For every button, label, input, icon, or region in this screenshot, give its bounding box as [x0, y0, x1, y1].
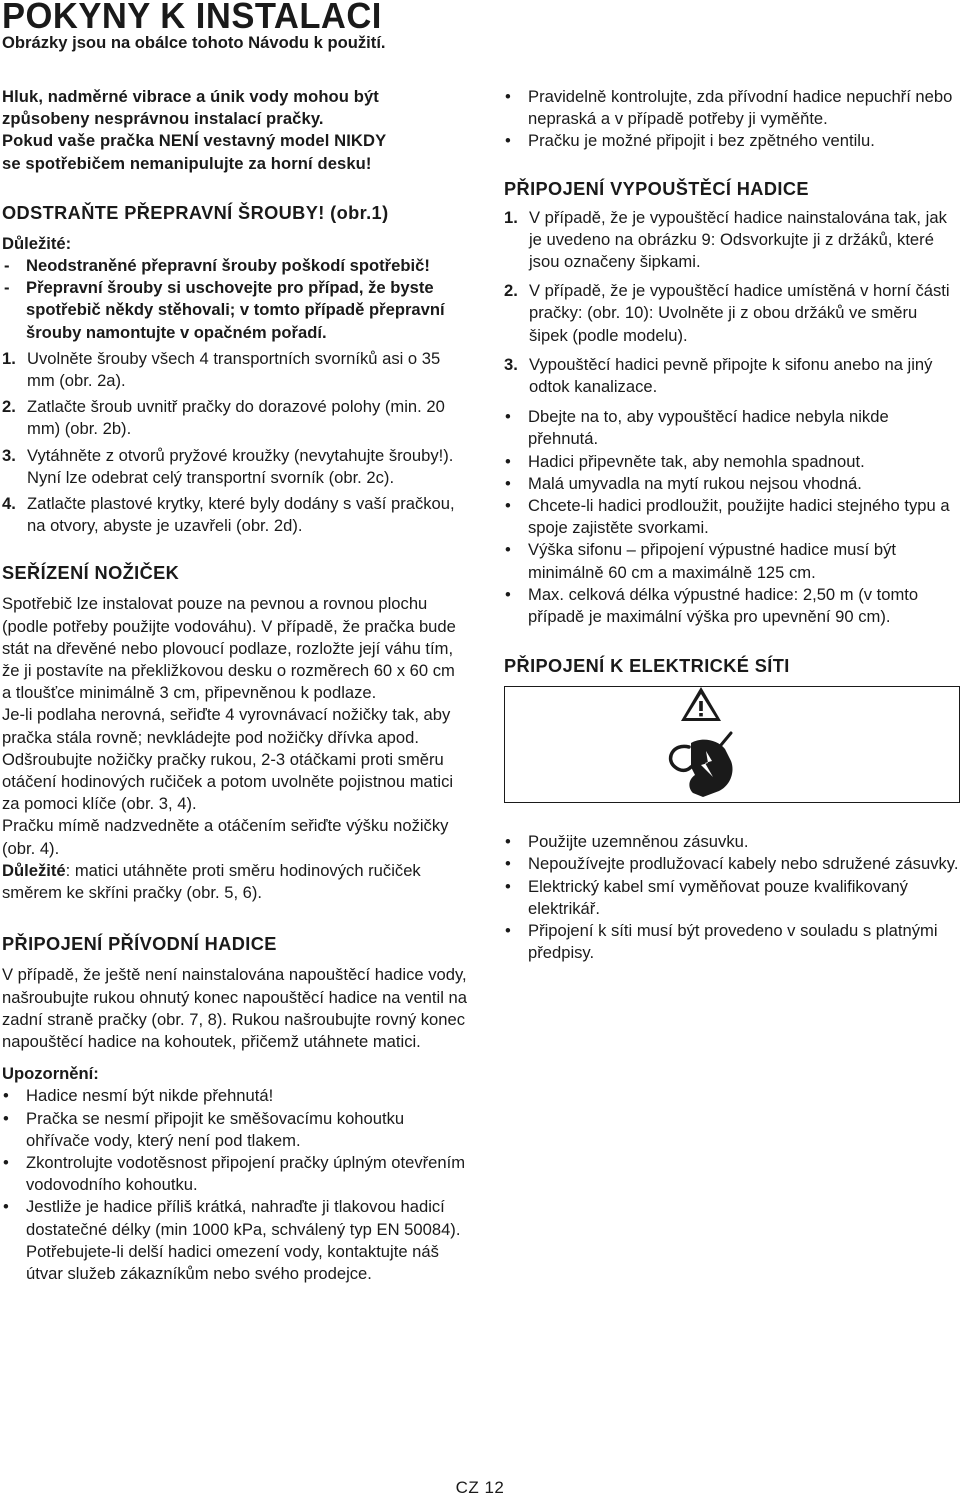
tip-item: • Malá umyvadla na mytí rukou nejsou vhodná. — [504, 473, 960, 495]
step-item — [2, 348, 468, 392]
intro-warning — [2, 86, 468, 175]
important-list — [2, 255, 468, 344]
leveling-important — [2, 860, 468, 904]
tip-item: • Max. celková délka výpustné hadice: 2,50 m (v tomto případě je maximální výška pro upevnění 90 cm). — [504, 584, 960, 628]
leveling-heading: SEŘÍZENÍ NOŽIČEK — [2, 563, 180, 584]
intro-line: Pokud vaše pračka NENÍ vestavný model NIKDY — [2, 131, 387, 151]
inlet-hose-warnings — [2, 1085, 468, 1285]
electrical-heading: PŘIPOJENÍ K ELEKTRICKÉ SÍTI — [504, 656, 790, 677]
electrical-tips — [504, 831, 960, 964]
step-number: 1. — [504, 207, 518, 227]
important-item: - Neodstraněné přepravní šrouby poškodí spotřebič! — [2, 255, 468, 277]
step-text: Vypouštěcí hadici pevně připojte k sifonu anebo na jiný odtok kanalizace. — [529, 354, 933, 397]
drain-hose-tips — [504, 406, 960, 628]
tip-item: • Hadici připevněte tak, aby nemohla spadnout. — [504, 451, 960, 473]
step-item — [2, 445, 468, 489]
step-text: V případě, že je vypouštěcí hadice umístěná v horní části pračky: (obr. 10): Uvolněte ji z obou držáků ve směru šipek (podle modelu). — [529, 281, 950, 345]
warning-item: • Hadice nesmí být nikde přehnutá! — [2, 1085, 468, 1107]
step-number: 3. — [2, 445, 16, 465]
step-item — [504, 354, 960, 398]
tip-item: • Výška sifonu – připojení výpustné hadice musí být minimálně 60 cm a maximálně 125 cm. — [504, 539, 960, 583]
step-number: 1. — [2, 348, 16, 368]
leveling-paragraph: Je-li podlaha nerovná, seřiďte 4 vyrovnávací nožičky tak, aby pračka stála rovně; nevkládejte pod nožičky dřívka apod. — [2, 705, 451, 747]
step-text: Zatlačte plastové krytky, které byly dodány s vaší pračkou, na otvory, abyste je uzavřeli (obr. 2d). — [27, 494, 455, 536]
step-item — [504, 207, 960, 274]
drain-hose-section — [504, 177, 960, 629]
important-item: - Přepravní šrouby si uschovejte pro případ, že byste spotřebič někdy stěhovali; v tomto případě přepravní šrouby namontujte v opačném pořadí. — [2, 277, 468, 344]
remove-bolts-steps — [2, 348, 468, 538]
page-title: POKYNY K INSTALACI — [2, 0, 382, 36]
step-number: 2. — [2, 397, 16, 417]
tip-item: • Použijte uzemněnou zásuvku. — [504, 831, 960, 853]
important-label: Důležité: — [2, 233, 72, 253]
page-subtitle: Obrázky jsou na obálce tohoto Návodu k použití. — [2, 33, 386, 52]
step-text: Vytáhněte z otvorů pryžové kroužky (nevytahujte šrouby!). Nyní lze odebrat celý transportní svorník (obr. 2c). — [27, 445, 454, 487]
warning-item: • Pračka se nesmí připojit ke směšovacímu kohoutku ohřívače vody, který není pod tlakem. — [2, 1108, 468, 1152]
leveling-important-label: Důležité — [2, 860, 66, 880]
step-number: 3. — [504, 354, 518, 374]
page-number: CZ 12 — [455, 1478, 505, 1497]
step-text: V případě, že je vypouštěcí hadice nainstalována tak, jak je uvedeno na obrázku 9: Odsvorkujte ji z držáků, které jsou označeny šipkami. — [529, 207, 947, 272]
intro-line: Hluk, nadměrné vibrace a únik vody mohou být — [2, 87, 379, 106]
left-column — [2, 86, 468, 1285]
step-item — [2, 493, 468, 537]
tip-item: • Elektrický kabel smí vyměňovat pouze kvalifikovaný elektrikář. — [504, 876, 960, 920]
right-column — [504, 86, 960, 964]
leveling-paragraph: Odšroubujte nožičky pračky rukou, 2-3 otáčkami proti směru otáčení hodinových ručiček a potom uvolněte pojistnou matici za pomoci klíče (obr. 3, 4). — [2, 749, 454, 814]
tip-item: • Nepoužívejte prodlužovací kabely nebo sdružené zásuvky. — [504, 853, 960, 875]
warning-label: Upozornění: — [2, 1064, 99, 1084]
inlet-hose-section — [2, 932, 468, 1285]
tip-item: • Připojení k síti musí být provedeno v souladu s platnými předpisy. — [504, 920, 960, 964]
tip-item: • Pravidelně kontrolujte, zda přívodní hadice nepuchří nebo nepraská a v případě potřeby ji vyměňte. — [504, 86, 960, 130]
intro-line: se spotřebičem nemanipulujte za horní desku! — [2, 153, 372, 173]
step-text: Uvolněte šrouby všech 4 transportních svorníků asi o 35 mm (obr. 2a). — [27, 348, 441, 391]
leveling-section — [2, 561, 468, 904]
step-number: 2. — [504, 281, 518, 301]
electric-shock-warning-icon — [504, 686, 960, 803]
warning-item: • Jestliže je hadice příliš krátká, nahraďte ji tlakovou hadicí dostatečné délky (min 1000 kPa, schválený typ EN 50084). Potřebujete-li delší hadici omezení vody, kontaktujte náš útvar služeb zákazníkům nebo svého prodejce. — [2, 1196, 468, 1285]
warning-item: • Zkontrolujte vodotěsnost připojení pračky úplným otevřením vodovodního kohoutku. — [2, 1152, 468, 1196]
step-item — [504, 280, 960, 347]
drain-hose-steps — [504, 207, 960, 399]
inlet-hose-heading: PŘIPOJENÍ PŘÍVODNÍ HADICE — [2, 934, 277, 955]
step-item — [2, 396, 468, 440]
drain-hose-heading: PŘIPOJENÍ VYPOUŠTĚCÍ HADICE — [504, 178, 809, 199]
step-number: 4. — [2, 494, 16, 514]
remove-bolts-heading: ODSTRAŇTE PŘEPRAVNÍ ŠROUBY! (obr.1) — [2, 202, 389, 223]
remove-bolts-section — [2, 201, 468, 538]
tip-item: • Dbejte na to, aby vypouštěcí hadice nebyla nikde přehnutá. — [504, 406, 960, 450]
tip-item: • Chcete-li hadici prodloužit, použijte hadici stejného typu a spoje zajistěte svorkami. — [504, 495, 960, 539]
electric-shock-warning-graphic — [505, 687, 959, 802]
intro-line: způsobeny nesprávnou instalací pračky. — [2, 109, 324, 129]
tip-item: • Pračku je možné připojit i bez zpětného ventilu. — [504, 130, 960, 152]
leveling-paragraph: Pračku mímě nadzvedněte a otáčením seřiďte výšku nožičky (obr. 4). — [2, 816, 449, 858]
leveling-important-text: : matici utáhněte proti směru hodinových ručiček směrem ke skříni pračky (obr. 5, 6). — [2, 860, 421, 903]
electrical-section — [504, 654, 960, 964]
inlet-hose-tips — [504, 86, 960, 153]
leveling-paragraph: Spotřebič lze instalovat pouze na pevnou a rovnou plochu (podle potřeby použijte vodováhu). V případě, že pračka bude stát na dřevěné nebo plovoucí podlaze, rozložte její váhu tím, že ji postavíte na překližkovou desku o rozměrech 60 x 60 cm a tloušťce minimálně 3 cm, připevněnou k podlaze. — [2, 594, 456, 703]
inlet-hose-paragraph: V případě, že ještě není nainstalována napouštěcí hadice vody, našroubujte rukou ohnutý konec napouštěcí hadice na ventil na zadní straně pračky (obr. 7, 8). Rukou našroubujte rovný konec napouštěcí hadice na kohoutek, přičemž utáhnete matici. — [2, 965, 467, 1051]
step-text: Zatlačte šroub uvnitř pračky do dorazové polohy (min. 20 mm) (obr. 2b). — [27, 397, 445, 439]
